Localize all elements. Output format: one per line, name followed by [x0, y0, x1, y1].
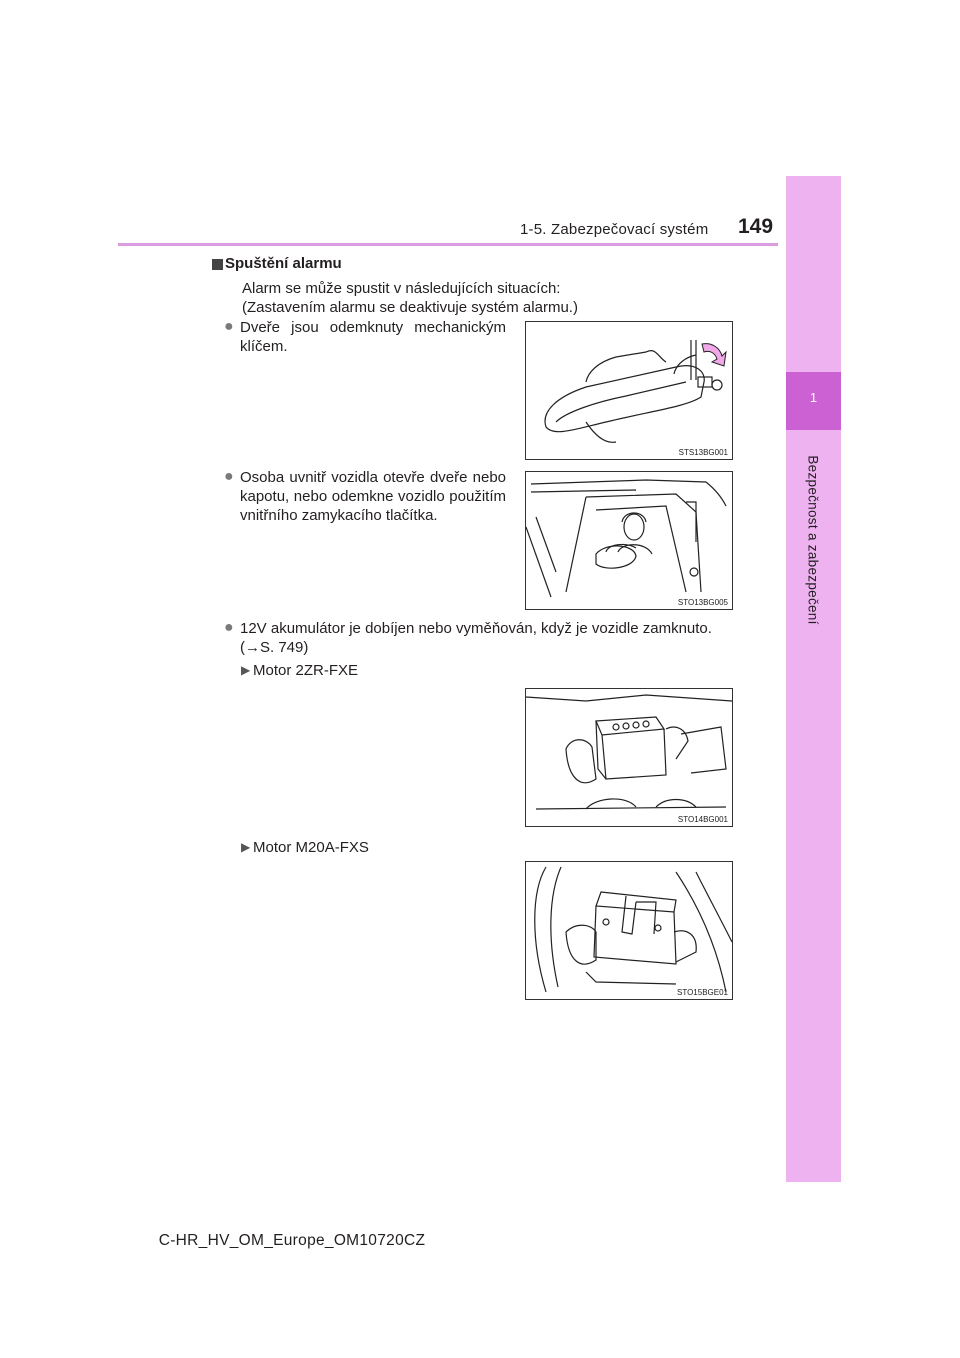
chapter-number: 1: [809, 390, 818, 405]
item-3-reference: (→S. 749): [240, 639, 309, 656]
page-number: 149: [738, 215, 774, 238]
footer: [0, 1232, 960, 1250]
figure-person-inside-car: [525, 471, 733, 610]
item-1-text: Dveře jsou odemknuty mechanickým klíčem.: [240, 319, 506, 355]
bullet-circle-icon: ●: [224, 619, 234, 636]
section-square-icon: [212, 259, 223, 270]
battery-m20a-illustration: [526, 862, 732, 999]
triangle-right-icon: ▶: [241, 840, 251, 854]
triangle-right-icon: ▶: [241, 663, 251, 677]
figure-door-handle-key: [525, 321, 733, 460]
section-intro-line1: Alarm se může spustit v následujících situacích:: [242, 280, 561, 297]
chapter-side-tab: [786, 176, 841, 1182]
item-3-text: 12V akumulátor je dobíjen nebo vyměňován, když je vozidle zamknuto.: [240, 620, 712, 637]
figure-code: STS13BG001: [678, 448, 728, 457]
item-2-text: Osoba uvnitř vozidla otevře dveře nebo kapotu, nebo odemkne vozidlo použitím vnitřního zamykacího tlačítka.: [240, 469, 506, 524]
engine-2-label: Motor M20A-FXS: [253, 839, 369, 856]
figure-code: STO13BG005: [677, 598, 728, 607]
page-reference-link[interactable]: S. 749: [260, 639, 304, 656]
header-section-title: 1-5. Zabezpečovací systém: [520, 221, 709, 238]
bullet-circle-icon: ●: [224, 468, 234, 485]
figure-code: STO15BGE01: [677, 988, 728, 997]
figure-code: STO14BG001: [677, 815, 728, 824]
engine-1-label: Motor 2ZR-FXE: [253, 662, 359, 679]
section-intro-line2: (Zastavením alarmu se deaktivuje systém alarmu.): [242, 299, 578, 316]
section-title: Spuštění alarmu: [225, 255, 342, 272]
battery-2zr-illustration: [526, 689, 732, 826]
car-interior-illustration: [526, 472, 732, 609]
arrow-right-icon: →: [245, 639, 260, 656]
figure-battery-2zr: [525, 688, 733, 827]
figure-battery-m20a: [525, 861, 733, 1000]
bullet-circle-icon: ●: [224, 318, 234, 335]
door-handle-illustration: [526, 322, 732, 459]
chapter-title: Bezpečnost a zabezpečení: [805, 455, 821, 625]
document-id: C-HR_HV_OM_Europe_OM10720CZ: [158, 1232, 426, 1249]
header-divider: [118, 243, 778, 246]
